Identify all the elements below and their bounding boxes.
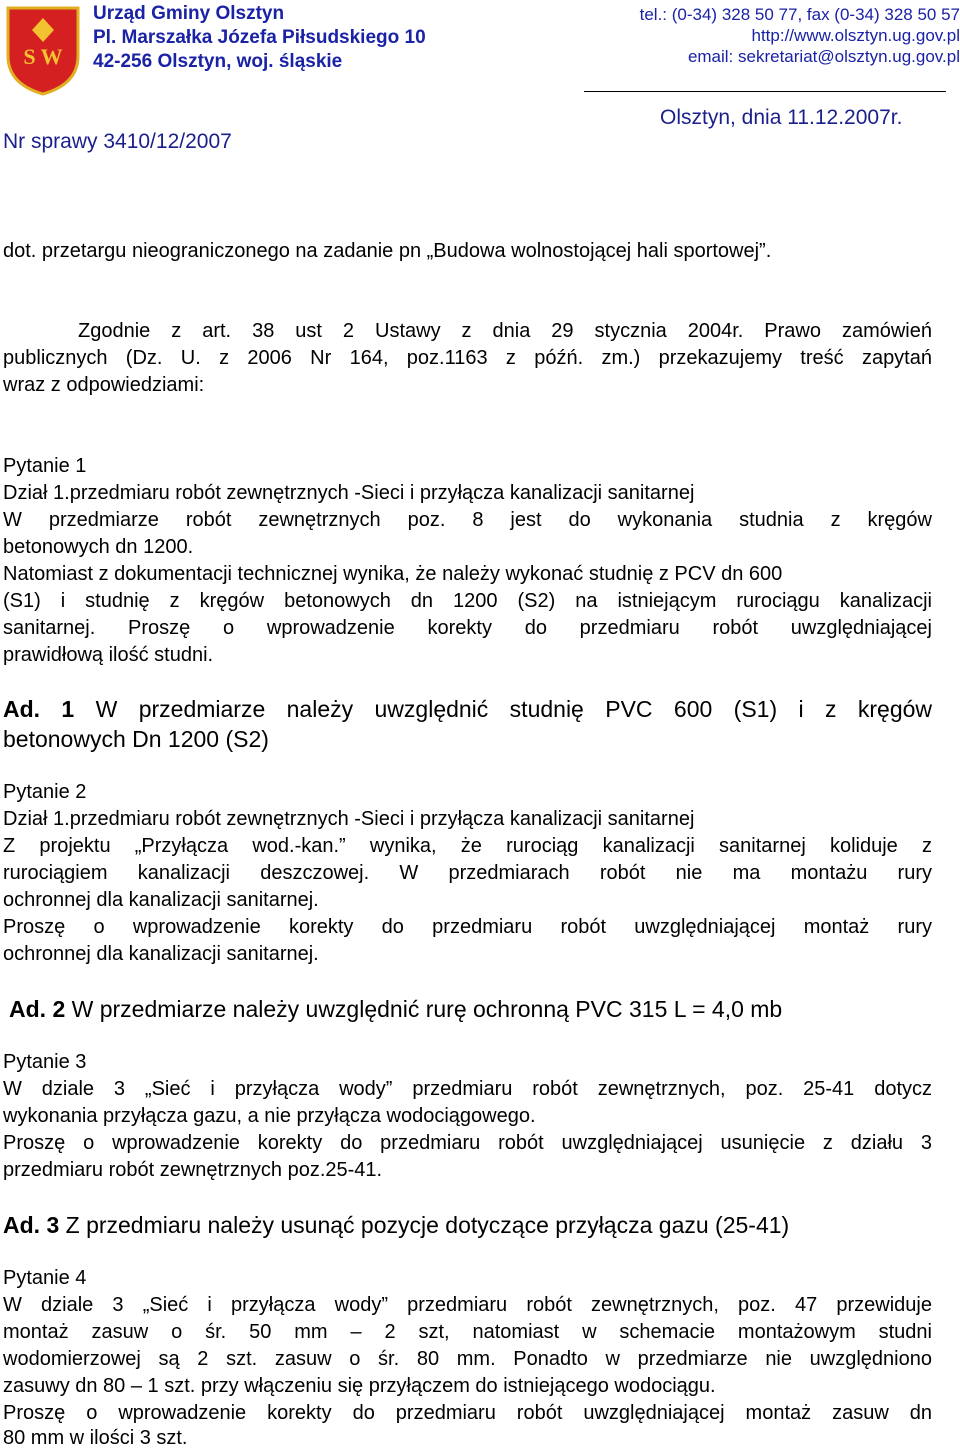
answer-1-line-2: betonowych Dn 1200 (S2): [3, 726, 269, 752]
q3-line-3: Proszę o wprowadzenie korekty do przedmiaru robót uwzględniającej usunięcie z działu 3: [3, 1132, 932, 1154]
answer-1-text: W przedmiarze należy uwzględnić studnię PVC 600 (S1) i z kręgów: [95, 696, 933, 722]
answer-2-label: Ad. 2: [9, 996, 66, 1022]
q4-line-2: montaż zasuw o śr. 50 mm – 2 szt, natomiast w schemacie montażowym studni: [3, 1321, 932, 1343]
letter-date: Olsztyn, dnia 11.12.2007r.: [660, 106, 903, 129]
intro-line-3: wraz z odpowiedziami:: [3, 374, 205, 396]
q1-line-3: betonowych dn 1200.: [3, 536, 194, 558]
answer-3-line-1: [3, 1210, 903, 1240]
answer-1-line-1: [3, 694, 932, 724]
q4-line-3: wodomierzowej są 2 szt. zasuw o śr. 80 mm. Ponadto w przedmiarze nie uwzględniono: [3, 1348, 932, 1370]
answer-3-label: Ad. 3: [3, 1212, 60, 1238]
answer-3-text: Z przedmiaru należy usunąć pozycje dotyczące przyłącza gazu (25-41): [65, 1212, 790, 1238]
q2-line-2: Z projektu „Przyłącza wod.-kan.” wynika, że rurociąg kanalizacji sanitarnej koliduje z: [3, 835, 932, 857]
q4-line-6: 80 mm w ilości 3 szt.: [3, 1427, 188, 1449]
q1-line-6: sanitarnej. Proszę o wprowadzenie korekty do przedmiaru robót uwzględniającej: [3, 617, 932, 639]
q2-line-4: ochronnej dla kanalizacji sanitarnej.: [3, 889, 319, 911]
header-divider: [584, 91, 946, 92]
intro-line-1: Zgodnie z art. 38 ust 2 Ustawy z dnia 29 stycznia 2004r. Prawo zamówień: [78, 320, 932, 342]
case-number: Nr sprawy 3410/12/2007: [3, 130, 232, 153]
question-3-title: Pytanie 3: [3, 1051, 87, 1073]
answer-2-text: W przedmiarze należy uwzględnić rurę ochronną PVC 315 L = 4,0 mb: [71, 996, 783, 1022]
q1-line-1: Dział 1.przedmiaru robót zewnętrznych -Sieci i przyłącza kanalizacji sanitarnej: [3, 482, 695, 504]
question-4-title: Pytanie 4: [3, 1267, 87, 1289]
q3-line-2: wykonania przyłącza gazu, a nie przyłącza wodociągowego.: [3, 1105, 536, 1127]
org-name: Urząd Gminy Olsztyn: [93, 3, 285, 24]
letterhead-contact: [640, 4, 960, 67]
org-street: Pl. Marszałka Józefa Piłsudskiego 10: [93, 27, 426, 48]
question-1-title: Pytanie 1: [3, 455, 87, 477]
q2-line-6: ochronnej dla kanalizacji sanitarnej.: [3, 943, 319, 965]
q1-line-7: prawidłową ilość studni.: [3, 644, 214, 666]
answer-1-label: Ad. 1: [3, 696, 75, 722]
q4-line-1: W dziale 3 „Sieć i przyłącza wody” przedmiaru robót zewnętrznych, poz. 47 przewiduje: [3, 1294, 932, 1316]
q4-line-4: zasuwy dn 80 – 1 szt. przy włączeniu się przyłączem do istniejącego wodociągu.: [3, 1375, 716, 1397]
email-link[interactable]: email: sekretariat@olsztyn.ug.gov.pl: [687, 47, 960, 66]
q1-line-4: Natomiast z dokumentacji technicznej wynika, że należy wykonać studnię z PCV dn 600: [3, 563, 783, 585]
website-link[interactable]: http://www.olsztyn.ug.gov.pl: [751, 26, 960, 45]
q3-line-4: przedmiaru robót zewnętrznych poz.25-41.: [3, 1159, 383, 1181]
q2-line-1: Dział 1.przedmiaru robót zewnętrznych -Sieci i przyłącza kanalizacji sanitarnej: [3, 808, 695, 830]
question-2-title: Pytanie 2: [3, 781, 87, 803]
letterhead-address: [93, 2, 426, 74]
crest-lettering: S W: [23, 44, 63, 69]
q3-line-1: W dziale 3 „Sieć i przyłącza wody” przedmiaru robót zewnętrznych, poz. 25-41 dotycz: [3, 1078, 932, 1100]
answer-2-line-1: [9, 994, 889, 1024]
municipal-crest-logo: [4, 4, 82, 96]
q2-line-5: Proszę o wprowadzenie korekty do przedmiaru robót uwzględniającej montaż rury: [3, 916, 932, 938]
q1-line-5: (S1) i studnię z kręgów betonowych dn 1200 (S2) na istniejącym rurociągu kanalizacji: [3, 590, 932, 612]
org-city: 42-256 Olsztyn, woj. śląskie: [93, 51, 343, 72]
q1-line-2: W przedmiarze robót zewnętrznych poz. 8 jest do wykonania studnia z kręgów: [3, 509, 932, 531]
subject-line: dot. przetargu nieograniczonego na zadanie pn „Budowa wolnostojącej hali sportowej”.: [3, 240, 772, 262]
phone-fax: tel.: (0-34) 328 50 77, fax (0-34) 328 50 57: [639, 5, 960, 24]
intro-line-2: publicznych (Dz. U. z 2006 Nr 164, poz.1163 z późń. zm.) przekazujemy treść zapytań: [3, 347, 932, 369]
q4-line-5: Proszę o wprowadzenie korekty do przedmiaru robót uwzględniającej montaż zasuw dn: [3, 1402, 932, 1424]
q2-line-3: rurociągiem kanalizacji deszczowej. W przedmiarach robót nie ma montażu rury: [3, 862, 932, 884]
